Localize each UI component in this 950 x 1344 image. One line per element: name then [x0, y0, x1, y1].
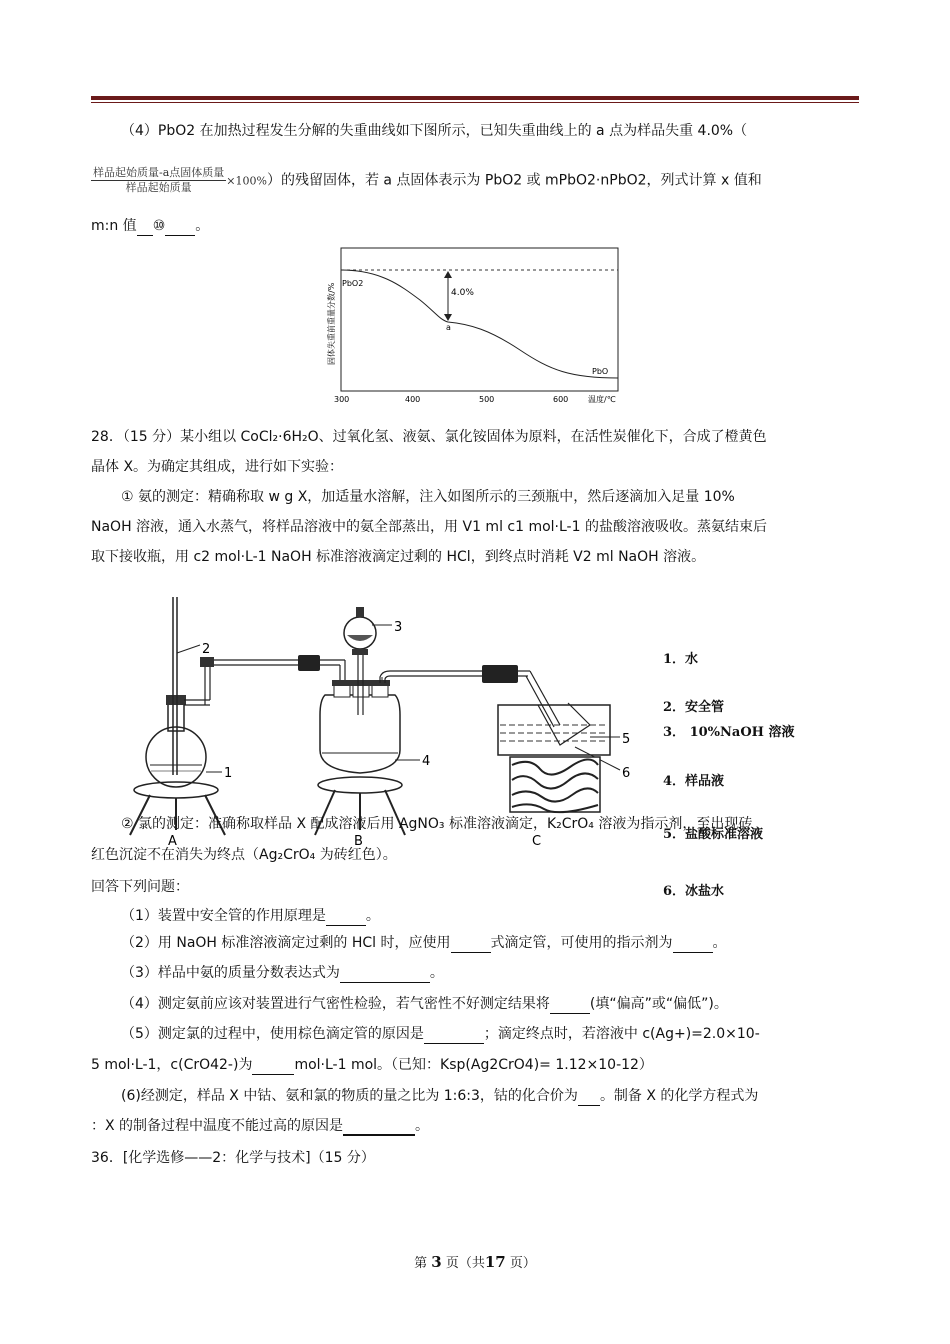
q28-line2: 晶体 X。为确定其组成，进行如下实验： [91, 459, 344, 475]
q4-line2: $\frac{\text{样品起始质量-a点固体质量}}{\text{样品起始质量}}$ ×100%）的残留固体，若 a 点固体表示为 PbO2 或 mPbO2·nPbO2，列式计算 x 值和 [93, 166, 762, 194]
legend-item: 1．水 [663, 652, 699, 667]
page-footer: 第 3 页（共17 页） [414, 1253, 536, 1271]
answer-heading: 回答下列问题： [91, 879, 189, 895]
header-rule [91, 96, 859, 100]
legend-item: 3． 10%NaOH 溶液 [663, 725, 795, 740]
question-5: （5）测定氯的过程中，使用棕色滴定管的原因是 ；滴定终点时，若溶液中 c(Ag+)=2.0×10- [121, 1026, 760, 1042]
step2-line1: ② 氯的测定：准确称取样品 X 配成溶液后用 AgNO₃ 标准溶液滴定，K₂CrO₄ 溶液为指示剂，至出现砖 [121, 816, 753, 832]
graph-tick: 600 [553, 395, 569, 404]
q28-line3: ① 氨的测定：精确称取 w g X，加适量水溶解，注入如图所示的三颈瓶中，然后逐滴加入足量 10% [121, 489, 735, 505]
graph-point-a: a [446, 323, 451, 332]
graph-pbo2-label: PbO2 [342, 279, 364, 288]
apparatus-label: 4 [422, 754, 431, 769]
apparatus-unit: B [354, 834, 363, 849]
question-6: (6)经测定，样品 X 中钴、氨和氯的物质的量之比为 1:6:3，钴的化合价为 。制备 X 的化学方程式为 [121, 1088, 759, 1104]
q4-line1: （4）PbO2 在加热过程发生分解的失重曲线如下图所示，已知失重曲线上的 a 点为样品失重 4.0%（ [121, 123, 748, 139]
apparatus-label: 6 [622, 766, 631, 781]
legend-item: 6．冰盐水 [663, 884, 725, 899]
apparatus-label: 1 [224, 766, 233, 781]
question-1: （1）装置中安全管的作用原理是 。 [121, 908, 380, 924]
apparatus-label: 3 [394, 620, 403, 635]
apparatus-diagram [120, 585, 650, 850]
q28-line5: 取下接收瓶，用 c2 mol·L-1 NaOH 标准溶液滴定过剩的 HCl，到终点时消耗 V2 ml NaOH 溶液。 [91, 549, 706, 565]
graph-tick: 300 [334, 395, 350, 404]
apparatus-label: 5 [622, 732, 631, 747]
q28-line1: 28．（15 分）某小组以 CoCl₂·6H₂O、过氧化氢、液氨、氯化铵固体为原料，在活性炭催化下，合成了橙黄色 [91, 429, 767, 445]
mass-loss-fraction: $\frac{\text{样品起始质量-a点固体质量}}{\text{样品起始质量}}$ [93, 166, 225, 194]
graph-y-label: 固体失重前重量分数/% [327, 282, 336, 365]
question-6-cont: ：X 的制备过程中温度不能过高的原因是 。 [91, 1118, 430, 1134]
apparatus-label: 2 [202, 642, 211, 657]
graph-pbo-label: PbO [592, 367, 609, 376]
legend-item: 5．盐酸标准溶液 [663, 827, 764, 842]
step2-line2: 红色沉淀不在消失为终点（Ag₂CrO₄ 为砖红色）。 [91, 847, 397, 863]
graph-tick: 500 [479, 395, 495, 404]
question-4: （4）测定氨前应该对装置进行气密性检验，若气密性不好测定结果将 (填“偏高”或“偏低”)。 [121, 996, 728, 1012]
question-3: （3）样品中氨的质量分数表达式为 。 [121, 965, 444, 981]
apparatus-unit: A [168, 834, 177, 849]
legend-item: 4．样品液 [663, 774, 725, 789]
question-36: 36．[化学选修——2：化学与技术]（15 分） [91, 1150, 375, 1166]
q4-line3: m:n 值 ⑩ 。 [91, 218, 210, 234]
apparatus-unit: C [532, 834, 542, 849]
weight-loss-graph [320, 240, 630, 410]
graph-pct-label: 4.0% [451, 288, 474, 298]
header-rule-thin [91, 102, 859, 103]
graph-tick: 400 [405, 395, 421, 404]
question-2: （2）用 NaOH 标准溶液滴定过剩的 HCl 时，应使用 式滴定管，可使用的指示剂为 。 [121, 935, 727, 951]
graph-x-label: 温度/℃ [588, 395, 616, 404]
q28-line4: NaOH 溶液，通入水蒸气，将样品溶液中的氨全部蒸出，用 V1 ml c1 mol·L-1 的盐酸溶液吸收。蒸氨结束后 [91, 519, 767, 535]
legend-item: 2．安全管 [663, 700, 725, 715]
question-5-cont: 5 mol·L-1，c(CrO42-)为 mol·L-1 mol。（已知：Ksp(Ag2CrO4)= 1.12×10-12） [91, 1057, 653, 1073]
